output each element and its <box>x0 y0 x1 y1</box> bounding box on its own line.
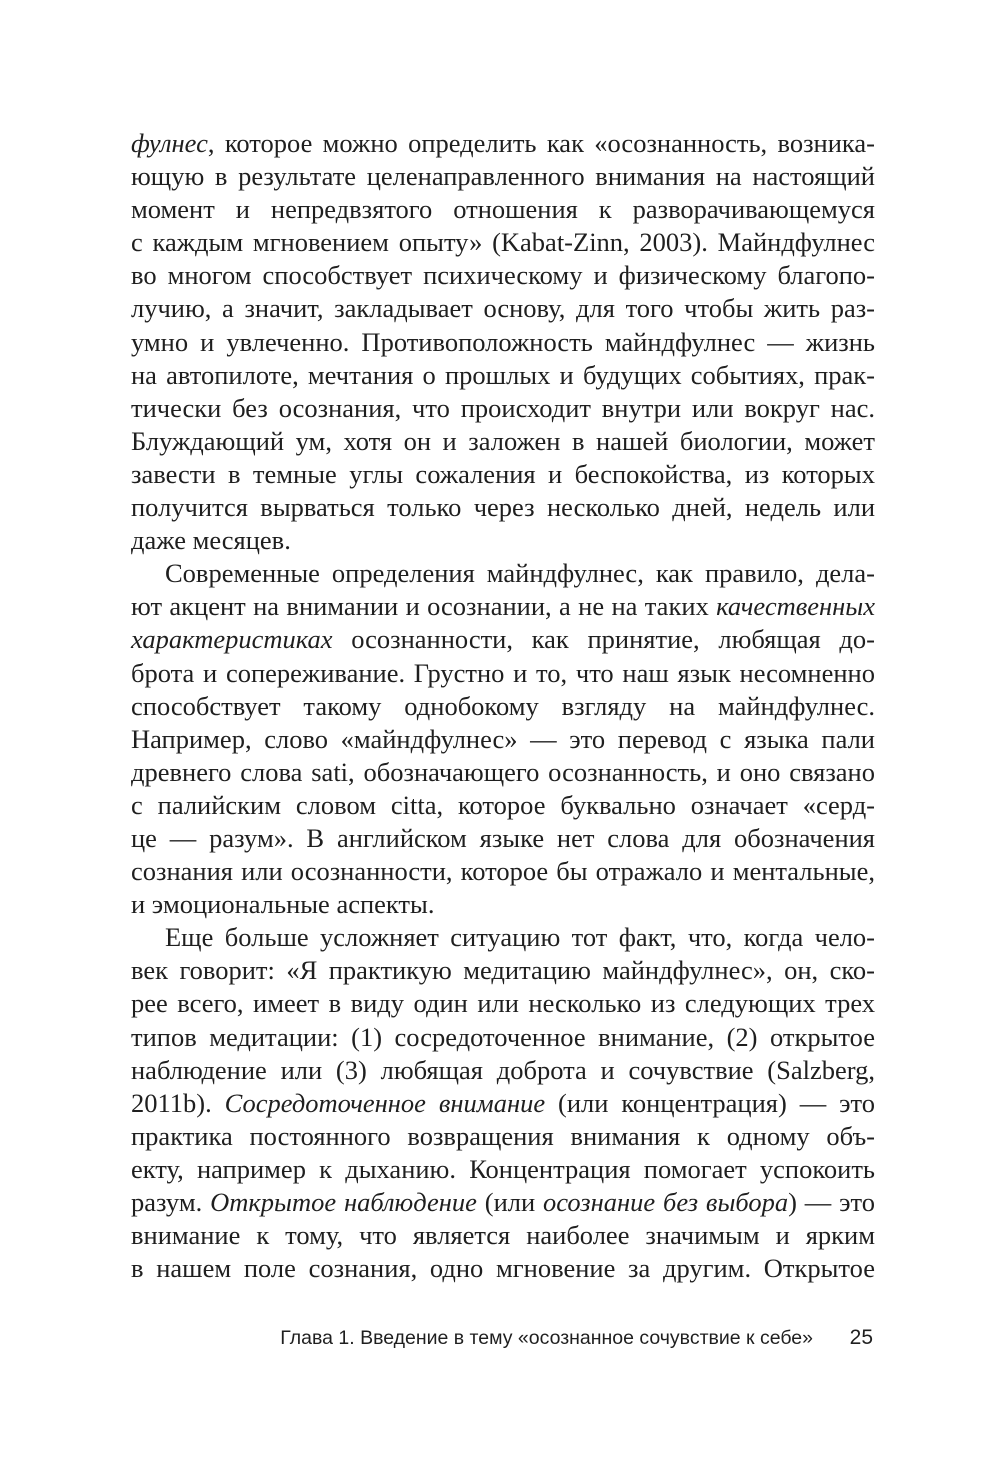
text-segment: , которое можно определить как «осознанность, возника- <box>207 128 875 158</box>
text-segment: наблюдение или (3) любящая доброта и сочувствие (Salzberg, <box>131 1054 875 1085</box>
text-segment: ющую в результате целенаправленного внимания на настоящий <box>131 161 875 192</box>
text-line <box>131 590 875 623</box>
text-segment: древнего слова sati, обозначающего осознанность, и оно связано <box>131 756 875 787</box>
text-segment: практика постоянного возвращения внимания к одному объ- <box>131 1120 875 1151</box>
text-line <box>131 1087 875 1120</box>
text-line <box>131 392 875 425</box>
text-line <box>131 921 875 954</box>
text-line <box>131 888 875 921</box>
text-segment: с каждым мгновением опыту» (Kabat-Zinn, 2003). Майндфулнес <box>131 227 875 258</box>
text-line <box>131 425 875 458</box>
text-line <box>131 557 875 590</box>
text-line <box>131 954 875 987</box>
text-segment: завести в темные углы сожаления и беспокойства, из которых <box>131 458 875 489</box>
text-line <box>131 623 875 656</box>
text-segment: век говорит: «Я практикую медитацию майндфулнес», он, ско- <box>131 955 875 986</box>
text-line <box>131 259 875 292</box>
text-segment: лучию, а значит, закладывает основу, для того чтобы жить раз- <box>131 293 875 324</box>
text-line <box>131 491 875 524</box>
text-line <box>131 127 875 160</box>
text-segment: (или концентрация) — это <box>545 1087 875 1118</box>
text-line <box>131 193 875 226</box>
running-head: Глава 1. Введение в тему «осознанное сочувствие к себе» <box>280 1327 813 1349</box>
text-segment: способствует такому однобокому взгляду на майндфулнес. <box>131 690 875 721</box>
text-segment: Еще больше усложняет ситуацию тот факт, что, когда чело- <box>165 922 875 953</box>
text-segment: екту, например к дыханию. Концентрация помогает успокоить <box>131 1153 875 1184</box>
text-line <box>131 756 875 789</box>
text-segment: осознанности, как принятие, любящая до- <box>332 624 875 655</box>
text-line <box>131 160 875 193</box>
text-line <box>131 789 875 822</box>
text-segment: ют акцент на внимании и осознании, а не на таких <box>131 591 717 622</box>
text-line <box>131 1252 875 1285</box>
text-line <box>131 1120 875 1153</box>
text-segment: умно и увлеченно. Противоположность майндфулнес — жизнь <box>131 326 875 357</box>
text-line <box>131 1153 875 1186</box>
italic-text-segment: Сосредоточенное внимание <box>224 1087 546 1118</box>
italic-text-segment: осознание без выбора <box>543 1187 789 1217</box>
text-line <box>131 855 875 888</box>
text-line <box>131 1021 875 1054</box>
text-segment: ) — это <box>788 1187 876 1217</box>
text-line <box>131 1219 875 1252</box>
text-line <box>131 723 875 756</box>
page-footer <box>131 1324 875 1354</box>
text-segment: и эмоциональные аспекты. <box>131 889 435 920</box>
italic-text-segment: качественных <box>716 591 875 622</box>
text-segment: (или <box>476 1187 544 1217</box>
text-line <box>131 226 875 259</box>
text-segment: внимание к тому, что является наиболее значимым и ярким <box>131 1220 875 1251</box>
text-segment: рее всего, имеет в виду один или несколько из следующих трех <box>131 988 875 1019</box>
italic-text-segment: Открытое наблюдение <box>210 1187 477 1217</box>
text-segment: тически без осознания, что происходит внутри или вокруг нас. <box>131 392 875 423</box>
text-line <box>131 1186 875 1219</box>
text-segment: Блуждающий ум, хотя он и заложен в нашей биологии, может <box>131 425 875 456</box>
text-segment: 2011b). <box>131 1087 225 1118</box>
page-number: 25 <box>849 1326 873 1349</box>
text-line <box>131 690 875 723</box>
text-line <box>131 359 875 392</box>
text-segment: це — разум». В английском языке нет слова для обозначения <box>131 822 875 853</box>
text-line <box>131 822 875 855</box>
text-line <box>131 292 875 325</box>
text-segment: с палийским словом citta, которое буквально означает «серд- <box>131 789 875 820</box>
text-segment: во многом способствует психическому и физическому благопо- <box>131 260 875 291</box>
text-line <box>131 657 875 690</box>
text-segment: разум. <box>131 1187 211 1217</box>
text-segment: типов медитации: (1) сосредоточенное внимание, (2) открытое <box>131 1021 875 1052</box>
text-segment: в нашем поле сознания, одно мгновение за другим. Открытое <box>131 1253 875 1284</box>
text-line <box>131 1054 875 1087</box>
text-line <box>131 326 875 359</box>
italic-text-segment: характеристиках <box>131 624 333 655</box>
text-segment: Например, слово «майндфулнес» — это перевод с языка пали <box>131 723 875 754</box>
text-segment: получится вырваться только через несколько дней, недель или <box>131 492 875 523</box>
text-line <box>131 458 875 491</box>
italic-text-segment: фулнес <box>131 128 208 158</box>
text-line <box>131 524 875 557</box>
text-segment: даже месяцев. <box>131 525 291 556</box>
text-segment: на автопилоте, мечтания о прошлых и будущих событиях, прак- <box>131 359 875 390</box>
text-segment: брота и сопереживание. Грустно и то, что наш язык несомненно <box>131 657 875 688</box>
text-segment: сознания или осознанности, которое бы отражало и ментальные, <box>131 856 875 887</box>
text-line <box>131 987 875 1020</box>
text-segment: Современные определения майндфулнес, как правило, дела- <box>165 558 875 589</box>
text-segment: момент и непредвзятого отношения к разворачивающемуся <box>131 194 875 225</box>
body-text <box>131 127 875 1285</box>
